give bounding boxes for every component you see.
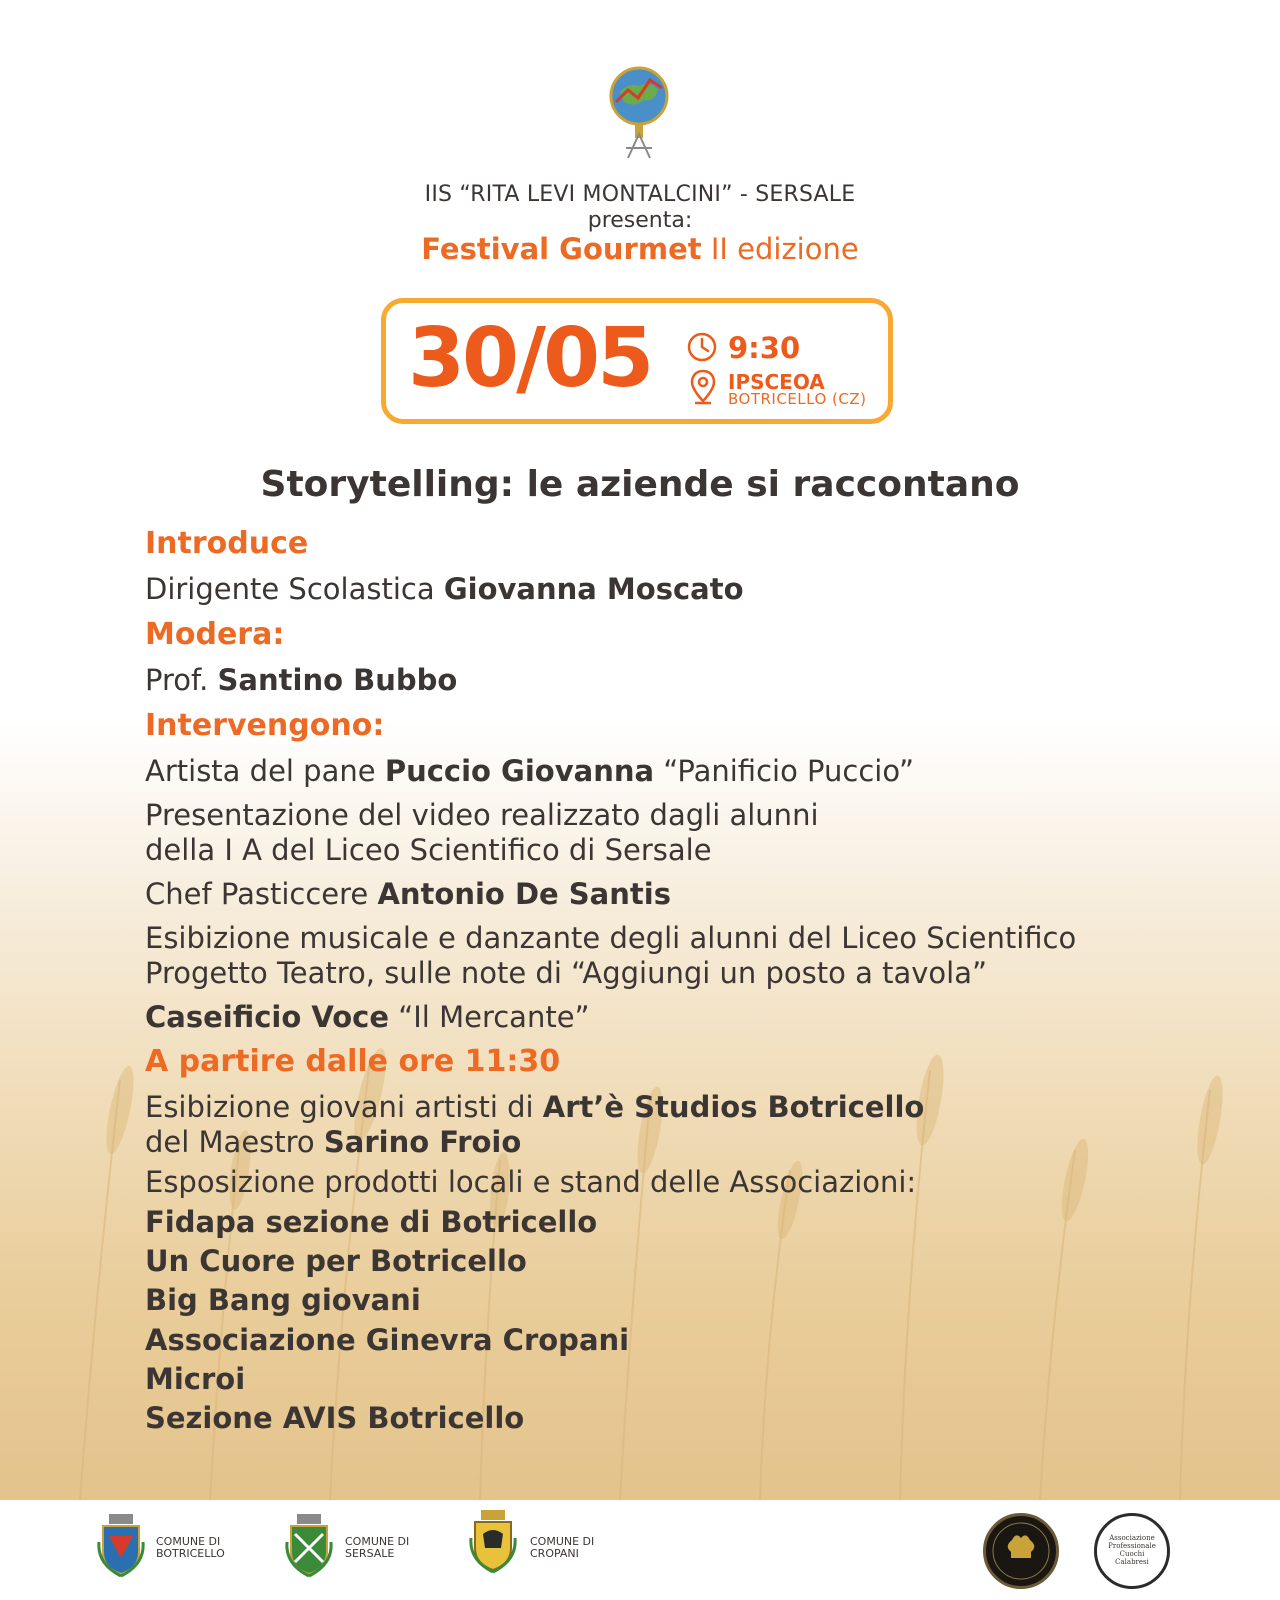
association-item: Microi (145, 1362, 246, 1396)
arcp-seal-logo (983, 1513, 1059, 1589)
maestro-name: Sarino Froio (323, 1125, 522, 1159)
introduce-role: Dirigente Scolastica (145, 572, 444, 606)
chef-hat-icon (986, 1516, 1056, 1586)
comune-botricello (156, 1536, 225, 1560)
performance-line-2: Progetto Teatro, sulle note di “Aggiungi un posto a tavola” (145, 956, 987, 990)
speaker-item-1 (145, 754, 914, 788)
botricello-crest-icon (95, 1512, 147, 1578)
speaker-5-name: Caseificio Voce (145, 1000, 390, 1034)
comune-name: CROPANI (530, 1547, 579, 1560)
modera-line (145, 663, 457, 697)
sersale-crest-icon (283, 1512, 335, 1578)
modera-label: Modera: (145, 617, 285, 652)
video-presentation-line-1: Presentazione del video realizzato dagli alunni (145, 798, 819, 832)
comune-cropani (530, 1536, 594, 1560)
speaker-1-name: Puccio Giovanna (384, 754, 655, 788)
speaker-3-name: Antonio De Santis (377, 877, 671, 911)
introduce-label: Introduce (145, 526, 309, 561)
seal-line: Cuochi (1119, 1550, 1145, 1558)
footer-logos (0, 1500, 1280, 1600)
cropani-crest-icon (467, 1508, 519, 1574)
location-pin-icon (690, 369, 716, 405)
seal-text (1097, 1534, 1167, 1566)
association-item: Big Bang giovani (145, 1283, 421, 1317)
introduce-line (145, 572, 744, 606)
festival-title (0, 232, 1280, 266)
comune-name: BOTRICELLO (156, 1547, 225, 1560)
speaker-1-role: Artista del pane (145, 754, 385, 788)
association-item: Sezione AVIS Botricello (145, 1401, 525, 1435)
association-item: Un Cuore per Botricello (145, 1244, 527, 1278)
artists-line-1 (145, 1090, 924, 1124)
performance-line-1: Esibizione musicale e danzante degli alunni del Liceo Scientifico (145, 921, 1077, 955)
school-name: IIS “RITA LEVI MONTALCINI” - SERSALE (424, 182, 856, 207)
artists-intro: Esibizione giovani artisti di (145, 1090, 543, 1124)
speaker-5-company: “Il Mercante” (389, 1000, 590, 1034)
exposition-line: Esposizione prodotti locali e stand delle Associazioni: (145, 1165, 917, 1199)
afternoon-label: A partire dalle ore 11:30 (145, 1044, 561, 1079)
modera-role: Prof. (145, 663, 218, 697)
cuochi-calabresi-seal-logo (1094, 1513, 1170, 1589)
speaker-item-3 (145, 877, 671, 911)
comune-label: COMUNE DI (345, 1535, 410, 1548)
comune-label: COMUNE DI (156, 1535, 221, 1548)
festival-edition: II edizione (701, 232, 859, 266)
speaker-1-company: “Panificio Puccio” (654, 754, 915, 788)
speaker-item-5 (145, 1000, 590, 1034)
presenta-text: presenta: (587, 208, 693, 233)
seal-line: Calabresi (1115, 1558, 1149, 1566)
intervengono-label: Intervengono: (145, 708, 385, 743)
seal-line: Professionale (1108, 1542, 1156, 1550)
association-item: Associazione Ginevra Cropani (145, 1323, 630, 1357)
event-place: IPSCEOA (728, 370, 825, 394)
speaker-3-role: Chef Pasticcere (145, 877, 378, 911)
comune-sersale (345, 1536, 409, 1560)
clock-icon (686, 331, 718, 363)
artists-line-2 (145, 1125, 521, 1159)
introduce-name: Giovanna Moscato (443, 572, 744, 606)
school-logo-globe-icon (598, 62, 680, 162)
video-presentation-line-2: della I A del Liceo Scientifico di Sersale (145, 833, 712, 867)
festival-title-bold: Festival Gourmet (421, 232, 702, 266)
event-city: BOTRICELLO (CZ) (728, 390, 867, 408)
comune-name: SERSALE (345, 1547, 395, 1560)
event-date: 30/05 (408, 311, 652, 406)
event-time: 9:30 (728, 331, 801, 365)
comune-label: COMUNE DI (530, 1535, 595, 1548)
seal-line: Associazione (1109, 1534, 1155, 1542)
modera-name: Santino Bubbo (217, 663, 458, 697)
event-title: Storytelling: le aziende si raccontano (260, 464, 1020, 505)
artists-studio: Art’è Studios Botricello (542, 1090, 925, 1124)
association-item: Fidapa sezione di Botricello (145, 1205, 598, 1239)
maestro-label: del Maestro (145, 1125, 324, 1159)
